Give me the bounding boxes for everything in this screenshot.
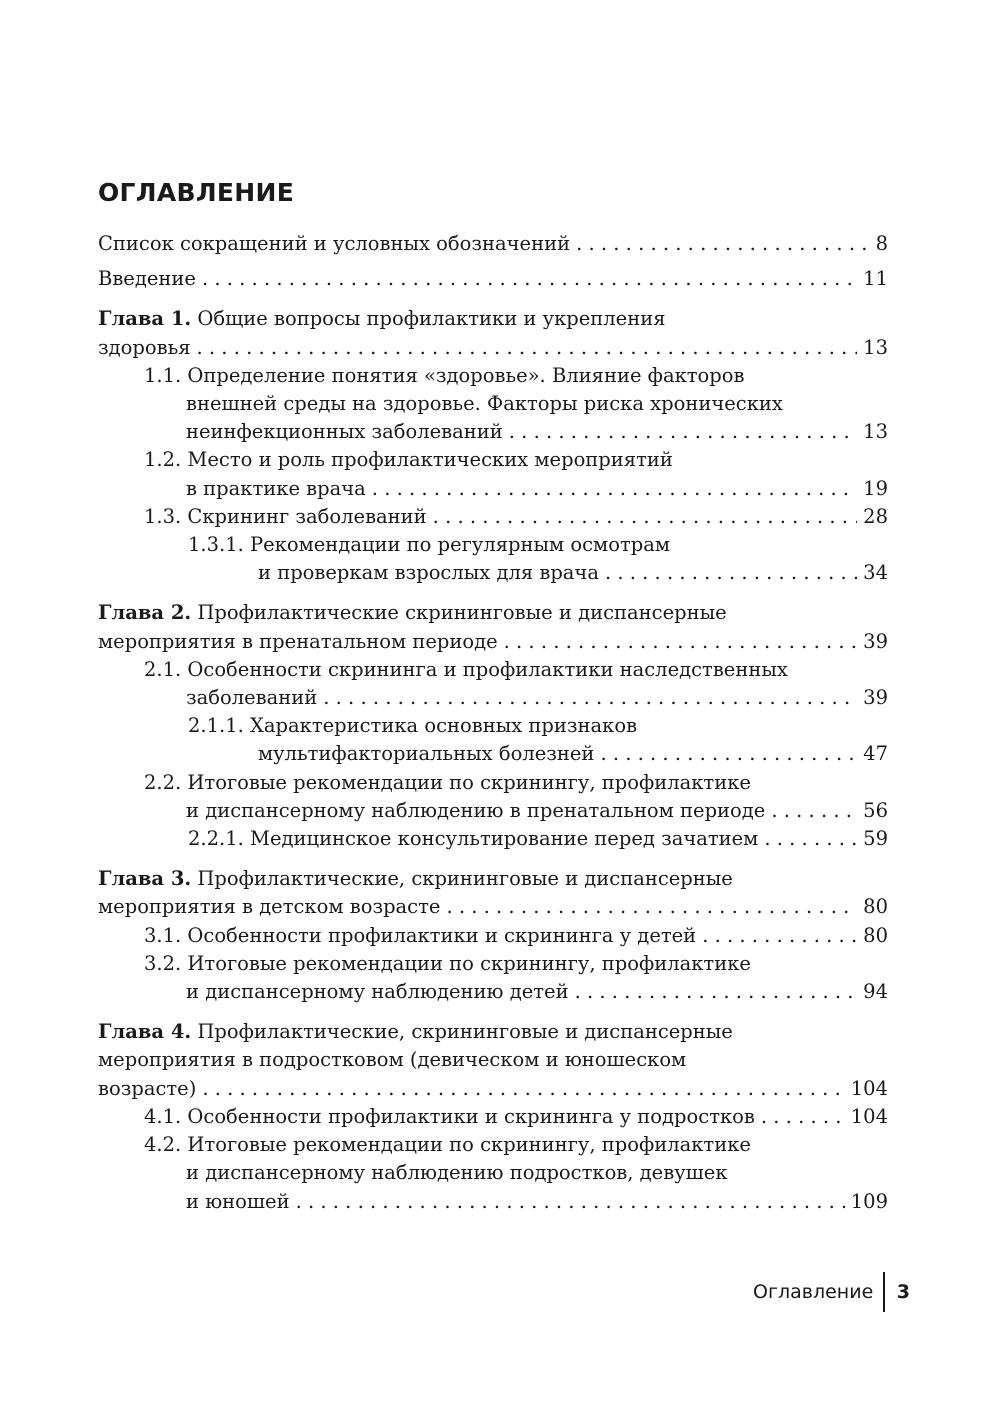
- dot-leader: [600, 740, 857, 768]
- dot-leader: [372, 475, 857, 503]
- toc-entry-section-3-1[interactable]: [98, 922, 888, 950]
- toc-entry-title: Общие вопросы профилактики и укрепления: [191, 307, 666, 331]
- toc-page-number: 109: [850, 1189, 888, 1213]
- toc-entry-title-cont: и диспансерному наблюдению подростков, девушек: [186, 1161, 728, 1185]
- dot-leader: [575, 978, 858, 1006]
- table-of-contents: [98, 230, 888, 1216]
- dot-leader: [764, 825, 857, 853]
- toc-entry-title-cont: возрасте): [98, 1076, 197, 1100]
- toc-entry-section-2-1-1[interactable]: [98, 712, 888, 768]
- page-title: ОГЛАВЛЕНИЕ: [98, 178, 295, 207]
- dot-leader: [202, 1075, 844, 1103]
- dot-leader: [702, 922, 857, 950]
- dot-leader: [504, 628, 858, 656]
- toc-entry-title: 3.1. Особенности профилактики и скрининга у детей: [144, 923, 697, 947]
- toc-entry-title: 1.1. Определение понятия «здоровье». Влияние факторов: [144, 363, 745, 387]
- toc-page-number: 13: [863, 420, 888, 444]
- dot-leader: [433, 503, 858, 531]
- toc-entry-introduction[interactable]: [98, 265, 888, 293]
- dot-leader: [197, 334, 858, 362]
- chapter-label: Глава 1.: [98, 307, 192, 331]
- running-footer-title: Оглавление: [753, 1281, 874, 1303]
- toc-entry-section-2-1[interactable]: [98, 656, 888, 712]
- toc-page-number: 39: [863, 629, 888, 653]
- toc-page-number: 13: [863, 335, 888, 359]
- toc-entry-chapter-1[interactable]: [98, 305, 888, 361]
- toc-entry-section-1-3-1[interactable]: [98, 531, 888, 587]
- toc-entry-section-1-1[interactable]: [98, 362, 888, 447]
- toc-entry-title-cont: неинфекционных заболеваний: [186, 420, 503, 444]
- toc-entry-title-cont: здоровья: [98, 335, 191, 359]
- toc-entry-title-cont: и юношей: [186, 1189, 290, 1213]
- toc-entry-section-4-1[interactable]: [98, 1103, 888, 1131]
- toc-entry-section-1-3[interactable]: [98, 503, 888, 531]
- toc-page-number: 104: [850, 1104, 888, 1128]
- toc-entry-title-cont: в практике врача: [186, 476, 366, 500]
- toc-entry-title-cont: мероприятия в детском возрасте: [98, 895, 441, 919]
- toc-entry-title: Профилактические, скрининговые и диспансерные: [191, 867, 733, 891]
- toc-entry-title: 2.2. Итоговые рекомендации по скринингу, профилактике: [144, 770, 751, 794]
- toc-entry-title: Профилактические скрининговые и диспансерные: [191, 601, 727, 625]
- toc-entry-title-cont: заболеваний: [186, 686, 318, 710]
- toc-page-number: 80: [863, 895, 888, 919]
- dot-leader: [446, 893, 857, 921]
- toc-entry-title: Профилактические, скрининговые и диспансерные: [191, 1020, 733, 1044]
- toc-page-number: 80: [863, 923, 888, 947]
- chapter-label: Глава 2.: [98, 601, 192, 625]
- toc-page-number: 59: [863, 827, 888, 851]
- toc-entry-section-2-2-1[interactable]: [98, 825, 888, 853]
- toc-entry-title: 2.2.1. Медицинское консультирование перед зачатием: [188, 827, 759, 851]
- toc-entry-title-cont: и проверкам взрослых для врача: [258, 561, 599, 585]
- toc-page-number: 56: [863, 798, 888, 822]
- dot-leader: [761, 1103, 845, 1131]
- toc-entry-section-2-2[interactable]: [98, 769, 888, 825]
- toc-entry-title-cont: мультифакториальных болезней: [258, 742, 595, 766]
- dot-leader: [771, 797, 857, 825]
- dot-leader: [509, 418, 857, 446]
- toc-entry-section-4-2[interactable]: [98, 1131, 888, 1216]
- toc-entry-title: 1.3. Скрининг заболеваний: [144, 504, 427, 528]
- toc-entry-title-cont: и диспансерному наблюдению в пренатальном периоде: [186, 798, 766, 822]
- toc-entry-section-1-2[interactable]: [98, 446, 888, 502]
- toc-entry-title: 4.1. Особенности профилактики и скрининга у подростков: [144, 1104, 755, 1128]
- toc-entry-title: 1.3.1. Рекомендации по регулярным осмотрам: [188, 533, 671, 557]
- page-footer: [753, 1272, 910, 1312]
- toc-entry-title: 4.2. Итоговые рекомендации по скринингу, профилактике: [144, 1133, 751, 1157]
- toc-entry-title-cont: мероприятия в подростковом (девическом и юношеском: [98, 1048, 687, 1072]
- toc-page-number: 28: [863, 504, 888, 528]
- toc-page-number: 34: [863, 561, 888, 585]
- toc-page-number: 19: [863, 476, 888, 500]
- dot-leader: [323, 684, 857, 712]
- chapter-label: Глава 4.: [98, 1020, 192, 1044]
- toc-entry-title: Список сокращений и условных обозначений: [98, 232, 571, 255]
- toc-page-number: 11: [863, 267, 888, 291]
- toc-entry-title: 2.1.1. Характеристика основных признаков: [188, 714, 638, 738]
- toc-entry-chapter-4[interactable]: [98, 1018, 888, 1103]
- toc-entry-title-cont: мероприятия в пренатальном периоде: [98, 629, 498, 653]
- dot-leader: [605, 559, 857, 587]
- toc-page-number: 94: [863, 980, 888, 1004]
- toc-entry-title: Введение: [98, 267, 196, 291]
- page-number: 3: [896, 1281, 910, 1303]
- toc-entry-section-3-2[interactable]: [98, 950, 888, 1006]
- toc-entry-title: 1.2. Место и роль профилактических мероприятий: [144, 448, 673, 472]
- toc-entry-chapter-2[interactable]: [98, 599, 888, 655]
- toc-page-number: 47: [863, 742, 888, 766]
- toc-page-number: 104: [850, 1076, 888, 1100]
- toc-entry-title: 3.2. Итоговые рекомендации по скринингу, профилактике: [144, 951, 751, 975]
- toc-entry-title-cont: и диспансерному наблюдению детей: [186, 980, 569, 1004]
- dot-leader: [576, 230, 869, 258]
- toc-entry-title: 2.1. Особенности скрининга и профилактики наследственных: [144, 657, 788, 681]
- toc-page-number: 8: [875, 232, 888, 255]
- dot-leader: [202, 265, 857, 293]
- dot-leader: [296, 1188, 845, 1216]
- toc-entry-chapter-3[interactable]: [98, 865, 888, 921]
- toc-page-number: 39: [863, 686, 888, 710]
- toc-entry-title-cont: внешней среды на здоровье. Факторы риска хронических: [186, 392, 783, 416]
- toc-entry-abbreviations[interactable]: [98, 230, 888, 258]
- chapter-label: Глава 3.: [98, 867, 192, 891]
